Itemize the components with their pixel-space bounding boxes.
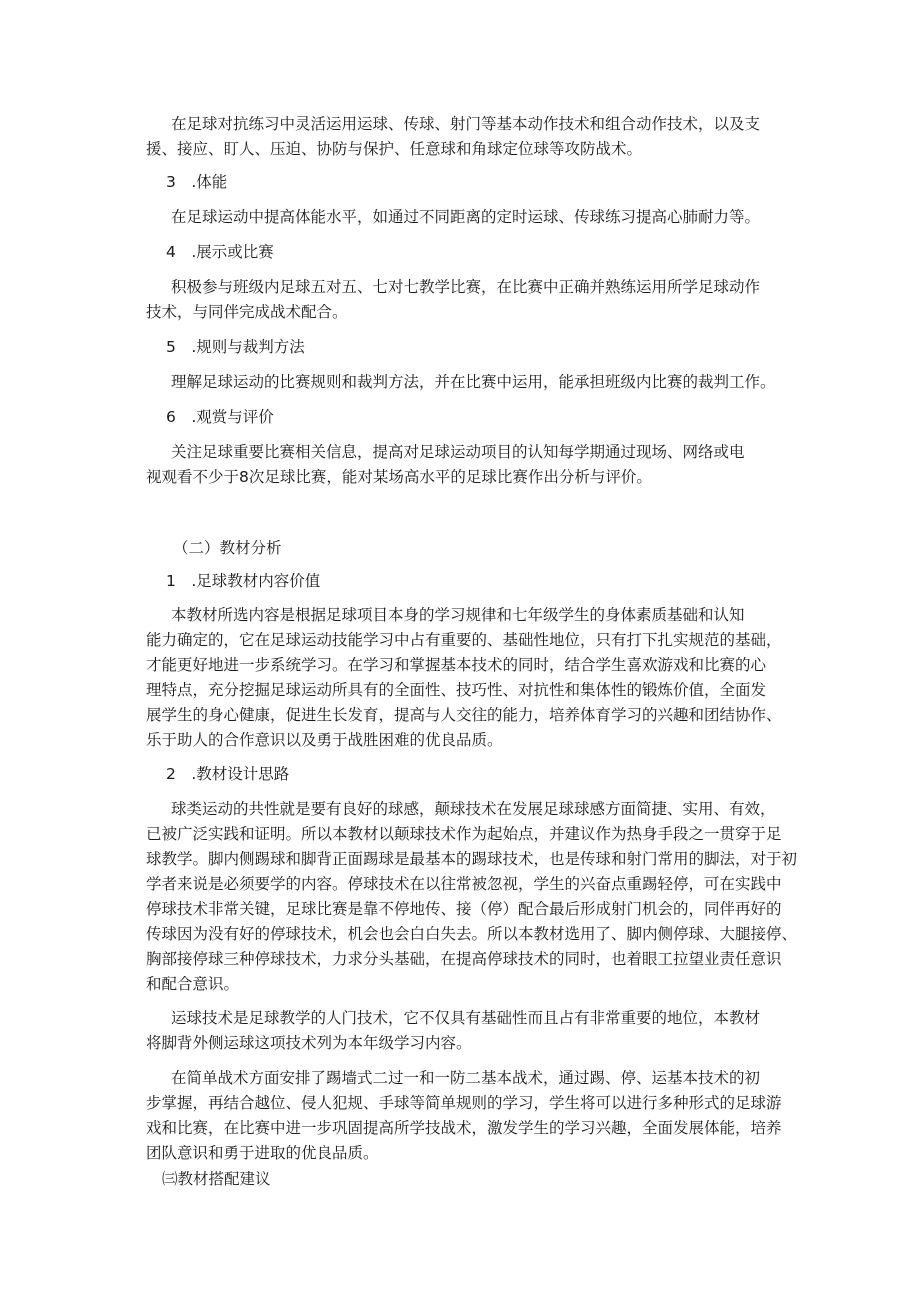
sub2-para1-line: 停球技术非常关键，足球比赛是靠不停地传、接（停）配合最后形成射门机会的，同伴再好的 — [146, 900, 782, 918]
sub2-para1-line: 球类运动的共性就是要有良好的球感，颠球技术在发展足球球感方面简捷、实用、有效， — [171, 800, 776, 818]
sub2-para3-line: 团队意识和勇于进取的优良品质。 — [146, 1144, 379, 1162]
sub2-para1-line: 胸部接停球三种停球技术，力求分头基础，在提高停球技术的同时，也着眼工拉望业责任意识 — [146, 950, 782, 968]
item4-text-line1: 积极参与班级内足球五对五、七对七教学比赛，在比赛中正确并熟练运用所学足球动作 — [171, 278, 761, 296]
sub2-para2-line: 运球技术是足球教学的人门技术，它不仅具有基础性而且占有非常重要的地位，本教材 — [171, 1009, 761, 1027]
sub2-heading: 2 .教材设计思路 — [166, 765, 290, 783]
sub1-line: 理特点，充分挖掘足球运动所具有的全面性、技巧性、对抗性和集体性的锻炼价值，全面发 — [146, 681, 767, 699]
item4-heading: 4 .展示或比赛 — [166, 243, 274, 261]
item5-heading: 5 .规则与裁判方法 — [166, 338, 305, 356]
sub1-line: 展学生的身心健康，促进生长发育，提高与人交往的能力，培养体育学习的兴趣和团结协作、 — [146, 706, 782, 724]
sub1-line: 能力确定的，它在足球运动技能学习中占有重要的、基础性地位，只有打下扎实规范的基础， — [146, 631, 782, 649]
item4-text-line2: 技术，与同伴完成战术配合。 — [146, 303, 348, 321]
sub2-para3-line: 戏和比赛，在比赛中进一步巩固提高所学技战术，激发学生的学习兴趣，全面发展体能，培养 — [146, 1119, 782, 1137]
sub2-para1-line: 学者来说是必须要学的内容。停球技术在以往常被忽视，学生的兴奋点重踢轻停，可在实践中 — [146, 875, 782, 893]
item5-text: 理解足球运动的比赛规则和裁判方法，并在比赛中运用，能承担班级内比赛的裁判工作。 — [171, 373, 776, 391]
sub2-para1-line: 球教学。脚内侧踢球和脚背正面踢球是最基本的踢球技术，也是传球和射门常用的脚法，对于初 — [146, 850, 798, 868]
item3-text: 在足球运动中提高体能水平，如通过不同距离的定时运球、传球练习提高心肺耐力等。 — [171, 208, 761, 226]
sub2-para3-line: 在简单战术方面安排了踢墙式二过一和一防二基本战术，通过踢、停、运基本技术的初 — [171, 1069, 761, 1087]
paragraph-tactics-line1: 在足球对抗练习中灵活运用运球、传球、射门等基本动作技术和组合动作技术，以及支 — [171, 115, 761, 133]
sub2-para1-line: 已被广泛实践和证明。所以本教材以颠球技术作为起始点，并建议作为热身手段之一贯穿于足 — [146, 825, 782, 843]
paragraph-tactics-line2: 援、接应、盯人、压迫、协防与保护、任意球和角球定位球等攻防战术。 — [146, 140, 643, 158]
section2-heading: （二）教材分析 — [173, 539, 282, 557]
sub1-heading: 1 .足球教材内容价值 — [166, 572, 321, 590]
sub2-para1-line: 传球因为没有好的停球技术，机会也会白白失去。所以本教材选用了、脚内侧停球、大腿接停、 — [146, 925, 798, 943]
item6-text-line2: 视观看不少于8次足球比赛，能对某场高水平的足球比赛作出分析与评价。 — [146, 468, 652, 486]
section3-heading: ㈢教材搭配建议 — [162, 1170, 271, 1188]
sub2-para2-line: 将脚背外侧运球这项技术列为本年级学习内容。 — [146, 1034, 472, 1052]
sub2-para1-line: 和配合意识。 — [146, 975, 240, 993]
sub1-line: 乐于助人的合作意识以及勇于战胜困难的优良品质。 — [146, 731, 503, 749]
sub2-para3-line: 步掌握，再结合越位、侵人犯规、手球等简单规则的学习，学生将可以进行多种形式的足球游 — [146, 1094, 782, 1112]
item3-heading: 3 .体能 — [166, 173, 228, 191]
item6-heading: 6 .观赏与评价 — [166, 408, 274, 426]
sub1-line: 本教材所选内容是根据足球项目本身的学习规律和七年级学生的身体素质基础和认知 — [171, 606, 745, 624]
item6-text-line1: 关注足球重要比赛相关信息，提高对足球运动项目的认知每学期通过现场、网络或电 — [171, 443, 745, 461]
sub1-line: 才能更好地进一步系统学习。在学习和掌握基本技术的同时，结合学生喜欢游戏和比赛的心 — [146, 656, 767, 674]
